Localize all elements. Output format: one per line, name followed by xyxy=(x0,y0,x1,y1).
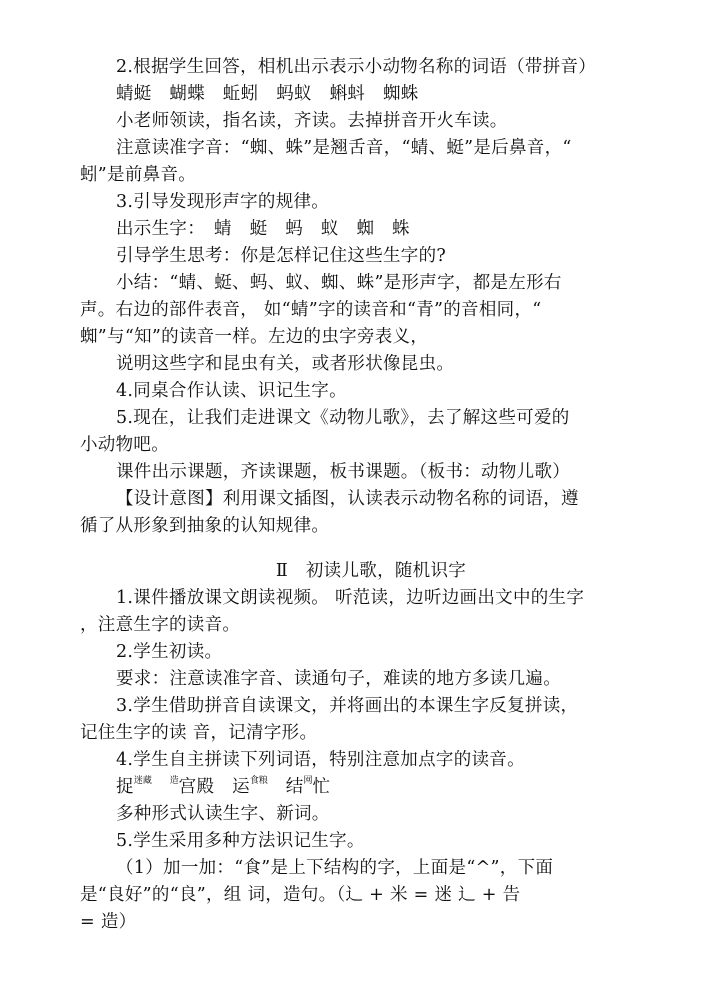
ruby-mi-cang: 迷藏 xyxy=(133,776,152,786)
text-line: 2.根据学生回答，相机出示表示小动物名称的词语（带拼音） xyxy=(116,57,597,77)
text-line: 多种形式认读生字、新词。 xyxy=(116,804,330,824)
text-line: 3.引导发现形声字的规律。 xyxy=(116,192,330,212)
text-line: 课件出示课题，齐读课题，板书课题。（板书：动物儿歌） xyxy=(116,462,571,482)
word-zhuo: 捉 xyxy=(116,777,134,797)
word-list-line xyxy=(80,774,662,801)
text-line: 小结：“蜻、蜓、蚂、蚁、蜘、蛛”是形声字，都是左形右 xyxy=(116,273,562,293)
word-yun: 运 xyxy=(232,777,250,797)
text-line: 小老师领读，指名读，齐读。去掉拼音开火车读。 xyxy=(116,111,508,131)
text-line: 要求：注意读准字音、读通句子，难读的地方多读几遍。 xyxy=(116,669,561,689)
text-line: 1.课件播放课文朗读视频。 听范读，边听边画出文中的生字 xyxy=(116,588,585,608)
paragraph-block-2 xyxy=(80,585,662,774)
paragraph-block-1 xyxy=(80,54,662,540)
text-line: 4.同桌合作认读、识记生字。 xyxy=(116,381,347,401)
text-line: 【设计意图】利用课文插图，认读表示动物名称的词语，遵 xyxy=(116,489,579,509)
text-line: 4.学生自主拼读下列词语，特别注意加点字的读音。 xyxy=(116,750,525,770)
text-line: 3.学生借助拼音自读课文，并将画出的本课生字反复拼读， xyxy=(116,696,579,716)
paragraph-block-3 xyxy=(80,801,662,936)
text-line: 说明这些字和昆虫有关，或者形状像昆虫。 xyxy=(116,354,455,374)
ruby-wang: 网 xyxy=(303,776,313,786)
word-gong-dian: 宫殿 xyxy=(178,777,215,797)
text-line: 是“良好”的“良”，组 词，造句。（辶 + 米 = 迷 辶 + 告 xyxy=(80,885,521,905)
text-line: 声。右边的部件表音， 如“蜻”字的读音和“青”的音相同，“ xyxy=(80,300,542,320)
text-line: 2.学生初读。 xyxy=(116,642,223,662)
ruby-zao: 造 xyxy=(169,776,179,786)
ruby-shi-liang: 食粮 xyxy=(249,776,268,786)
text-line: 循了从形象到抽象的认知规律。 xyxy=(80,516,330,536)
text-line: 小动物吧。 xyxy=(80,435,169,455)
text-line: 注意读准字音：“蜘、蛛”是翘舌音，“蜻、蜓”是后鼻音，“ xyxy=(116,138,572,158)
text-line: 蜘”与“知”的读音一样。左边的虫字旁表义， xyxy=(80,327,429,347)
text-line: 出示生字： 蜻 蜓 蚂 蚁 蜘 蛛 xyxy=(116,219,410,239)
text-line: 蚓”是前鼻音。 xyxy=(80,165,197,185)
text-line: 记住生字的读 音，记清字形。 xyxy=(80,723,318,743)
word-mang: 忙 xyxy=(312,777,331,797)
text-line: 引导学生思考：你是怎样记住这些生字的? xyxy=(116,246,447,266)
text-line: 蜻蜓 蝴蝶 蚯蚓 蚂蚁 蝌蚪 蜘蛛 xyxy=(116,84,419,104)
text-line: 5.现在，让我们走进课文《动物儿歌》，去了解这些可爱的 xyxy=(116,408,570,428)
text-line: 5.学生采用多种方法识记生字。 xyxy=(116,831,365,851)
section-heading: Ⅱ 初读儿歌，随机识字 xyxy=(275,561,467,581)
word-jie: 结 xyxy=(285,777,304,797)
text-line: = 造） xyxy=(80,912,137,932)
text-line: （1）加一加：“食”是上下结构的字，上面是“^”，下面 xyxy=(116,858,554,878)
text-line: ，注意生字的读音。 xyxy=(80,615,241,635)
